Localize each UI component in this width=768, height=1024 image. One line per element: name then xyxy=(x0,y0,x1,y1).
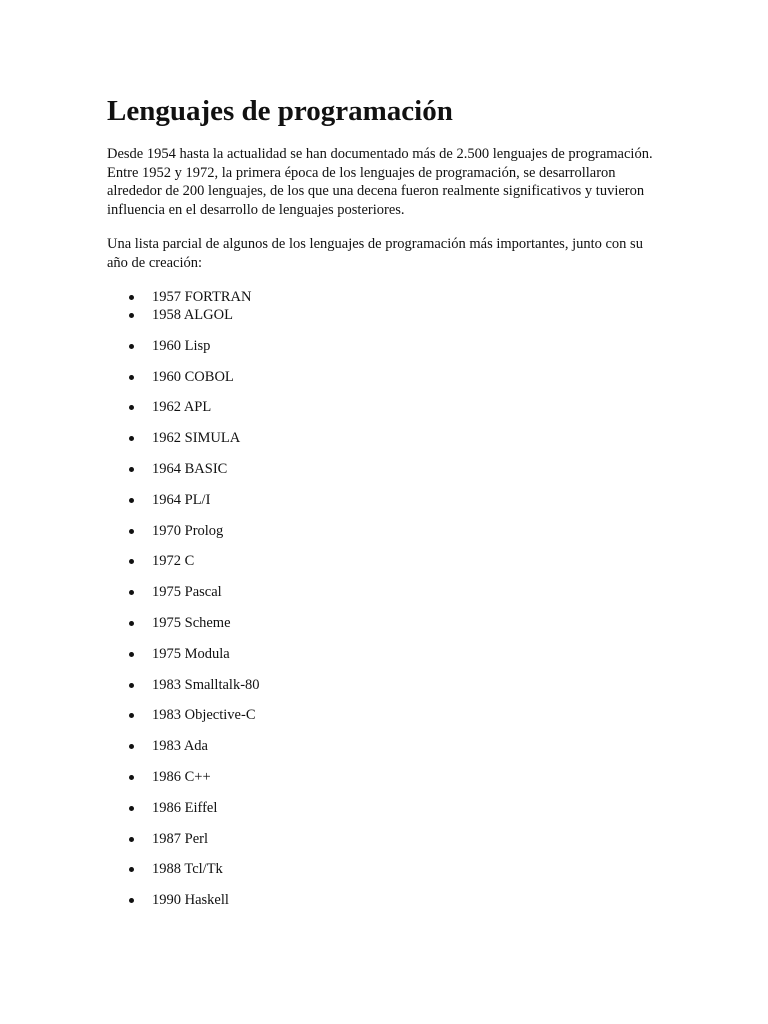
bullet-icon xyxy=(129,837,134,842)
list-item-label: 1990 Haskell xyxy=(152,892,229,909)
list-item xyxy=(107,429,260,460)
list-item-label: 1983 Objective-C xyxy=(152,707,256,724)
bullet-icon xyxy=(129,898,134,903)
bullet-icon xyxy=(129,867,134,872)
list-item xyxy=(107,676,260,707)
page-title: Lenguajes de programación xyxy=(107,95,453,127)
bullet-icon xyxy=(129,375,134,380)
list-item xyxy=(107,768,260,799)
bullet-icon xyxy=(129,775,134,780)
list-item-label: 1960 Lisp xyxy=(152,337,211,354)
bullet-icon xyxy=(129,652,134,657)
bullet-icon xyxy=(129,744,134,749)
bullet-icon xyxy=(129,295,134,300)
list-intro-paragraph: Una lista parcial de algunos de los lenguajes de programación más importantes, junto con su año de creación: xyxy=(107,236,643,271)
list-item-label: 1975 Pascal xyxy=(152,584,222,601)
list-item xyxy=(107,288,260,306)
list-item-label: 1983 Smalltalk-80 xyxy=(152,676,260,693)
list-item xyxy=(107,460,260,491)
list-item xyxy=(107,891,260,922)
list-item-label: 1964 BASIC xyxy=(152,460,228,477)
list-item xyxy=(107,337,260,368)
intro-paragraph: Desde 1954 hasta la actualidad se han documentado más de 2.500 lenguajes de programación. Entre 1952 y 1972, la primera época de los lenguajes de programación, se desarrollaron alrededor de 200 lenguajes, de los que una decena fueron realmente significativos y tuvieron influencia en el desarrollo de lenguajes posteriores. xyxy=(107,146,653,218)
list-item-label: 1970 Prolog xyxy=(152,522,224,539)
list-item-label: 1975 Modula xyxy=(152,645,230,662)
list-item-label: 1960 COBOL xyxy=(152,368,234,385)
list-item-label: 1964 PL/I xyxy=(152,491,211,508)
list-item-label: 1986 C++ xyxy=(152,768,211,785)
bullet-icon xyxy=(129,529,134,534)
bullet-icon xyxy=(129,806,134,811)
list-item xyxy=(107,830,260,861)
bullet-icon xyxy=(129,621,134,626)
list-item xyxy=(107,398,260,429)
bullet-icon xyxy=(129,436,134,441)
list-item-label: 1988 Tcl/Tk xyxy=(152,861,223,878)
list-item-label: 1975 Scheme xyxy=(152,614,231,631)
bullet-icon xyxy=(129,405,134,410)
list-item-label: 1962 APL xyxy=(152,399,212,416)
bullet-icon xyxy=(129,713,134,718)
list-item-label: 1972 C xyxy=(152,553,195,570)
bullet-icon xyxy=(129,467,134,472)
bullet-icon xyxy=(129,344,134,349)
list-item xyxy=(107,706,260,737)
list-item xyxy=(107,491,260,522)
list-item-label: 1958 ALGOL xyxy=(152,307,233,323)
languages-list xyxy=(107,288,260,922)
list-item xyxy=(107,583,260,614)
list-item xyxy=(107,522,260,553)
bullet-icon xyxy=(129,559,134,564)
list-item-label: 1957 FORTRAN xyxy=(152,289,252,305)
bullet-icon xyxy=(129,498,134,503)
list-item-label: 1987 Perl xyxy=(152,830,208,847)
bullet-icon xyxy=(129,313,134,318)
bullet-icon xyxy=(129,590,134,595)
list-item-label: 1986 Eiffel xyxy=(152,799,218,816)
list-item xyxy=(107,552,260,583)
list-item xyxy=(107,645,260,676)
bullet-icon xyxy=(129,683,134,688)
list-item xyxy=(107,737,260,768)
list-item xyxy=(107,799,260,830)
list-item xyxy=(107,860,260,891)
list-item xyxy=(107,368,260,399)
list-item xyxy=(107,614,260,645)
list-item xyxy=(107,306,260,337)
list-item-label: 1983 Ada xyxy=(152,738,208,755)
list-item-label: 1962 SIMULA xyxy=(152,430,241,447)
